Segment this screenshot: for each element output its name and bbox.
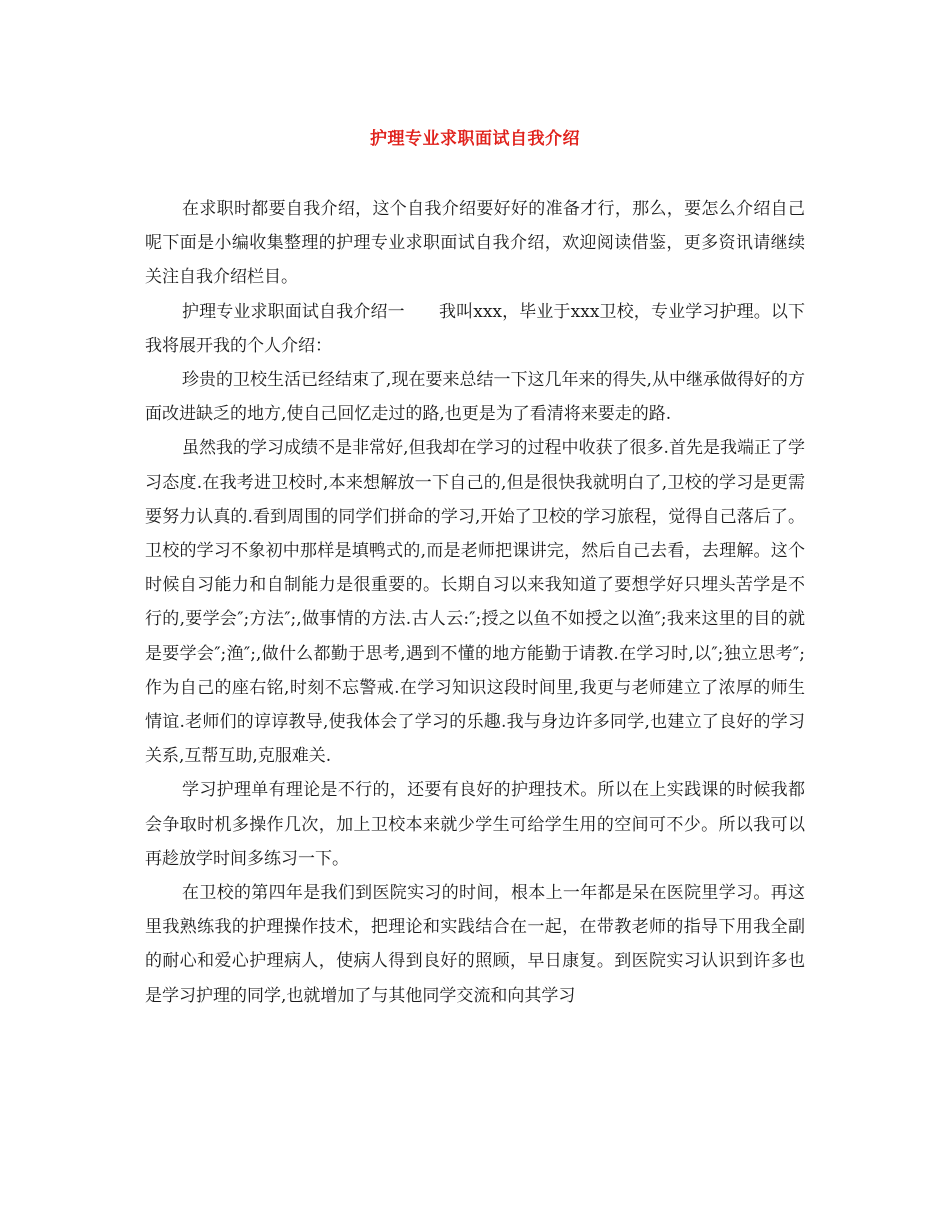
paragraph-internship: 在卫校的第四年是我们到医院实习的时间，根本上一年都是呆在医院里学习。再这里我熟练我的护理操作技术，把理论和实践结合在一起，在带教老师的指导下用我全副的耐心和爱心护理病人，使病人得到良好的照顾，早日康复。到医院实习认识到许多也是学习护理的同学,也就增加了与其他同学交流和向其学习 [145,883,805,1006]
document-title: 护理专业求职面试自我介绍 [370,129,580,149]
paragraph-section-one: 护理专业求职面试自我介绍一 我叫xxx，毕业于xxx卫校，专业学习护理。以下我将展开我的个人介绍： [145,301,805,356]
paragraph-intro: 在求职时都要自我介绍，这个自我介绍要好好的准备才行，那么，要怎么介绍自己呢下面是小编收集整理的护理专业求职面试自我介绍，欢迎阅读借鉴，更多资讯请继续关注自我介绍栏目。 [145,199,805,288]
document-body [145,192,805,1013]
paragraph-school-life: 珍贵的卫校生活已经结束了,现在要来总结一下这几年来的得失,从中继承做得好的方面改进缺乏的地方,使自己回忆走过的路,也更是为了看清将来要走的路. [145,370,805,425]
paragraph-study-attitude: 虽然我的学习成绩不是非常好,但我却在学习的过程中收获了很多.首先是我端正了学习态度.在我考进卫校时,本来想解放一下自己的,但是很快我就明白了,卫校的学习是更需要努力认真的.看到周围的同学们拼命的学习,开始了卫校的学习旅程，觉得自己落后了。卫校的学习不象初中那样是填鸭式的,而是老师把课讲完，然后自己去看，去理解。这个时候自习能力和自制能力是很重要的。长期自习以来我知道了要想学好只埋头苦学是不行的,要学会″;方法″;,做事情的方法.古人云:″;授之以鱼不如授之以渔″;我来这里的目的就是要学会″;渔″;,做什么都勤于思考,遇到不懂的地方能勤于请教.在学习时,以″;独立思考″;作为自己的座右铭,时刻不忘警戒.在学习知识这段时间里,我更与老师建立了浓厚的师生情谊.老师们的谆谆教导,使我体会了学习的乐趣.我与身边许多同学,也建立了良好的学习关系,互帮互助,克服难关. [145,438,805,767]
paragraph-nursing-skills: 学习护理单有理论是不行的，还要有良好的护理技术。所以在上实践课的时候我都会争取时机多操作几次，加上卫校本来就少学生可给学生用的空间可不少。所以我可以再趁放学时间多练习一下。 [145,780,805,869]
